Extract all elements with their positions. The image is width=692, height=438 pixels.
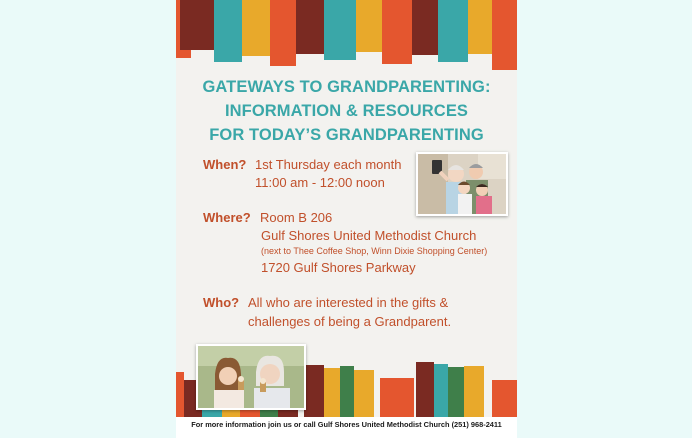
- grandmother-granddaughter-photo: [196, 344, 306, 410]
- where-label: Where?: [203, 210, 251, 225]
- where-note: (next to Thee Coffee Shop, Winn Dixie Shopping Center): [261, 246, 488, 256]
- flyer-title: [176, 75, 517, 147]
- title-line-1: GATEWAYS TO GRANDPARENTING:: [202, 78, 491, 96]
- who-label: Who?: [203, 295, 240, 310]
- where-address: 1720 Gulf Shores Parkway: [261, 260, 416, 275]
- footer-contact: For more information join us or call Gulf Shores United Methodist Church (251) 968-2411: [176, 417, 517, 438]
- title-line-3: FOR TODAY’S GRANDPARENTING: [209, 126, 484, 144]
- when-time: 11:00 am - 12:00 noon: [255, 175, 385, 190]
- where-church: Gulf Shores United Methodist Church: [261, 228, 477, 243]
- who-line-1: All who are interested in the gifts &: [248, 295, 449, 310]
- when-schedule: 1st Thursday each month: [255, 157, 402, 172]
- title-line-2: INFORMATION & RESOURCES: [224, 102, 469, 120]
- flyer: [176, 0, 517, 438]
- where-room: Room B 206: [260, 210, 333, 225]
- when-label: When?: [203, 157, 247, 172]
- who-line-2: challenges of being a Grandparent.: [248, 314, 452, 329]
- grandparents-selfie-photo: [416, 152, 508, 216]
